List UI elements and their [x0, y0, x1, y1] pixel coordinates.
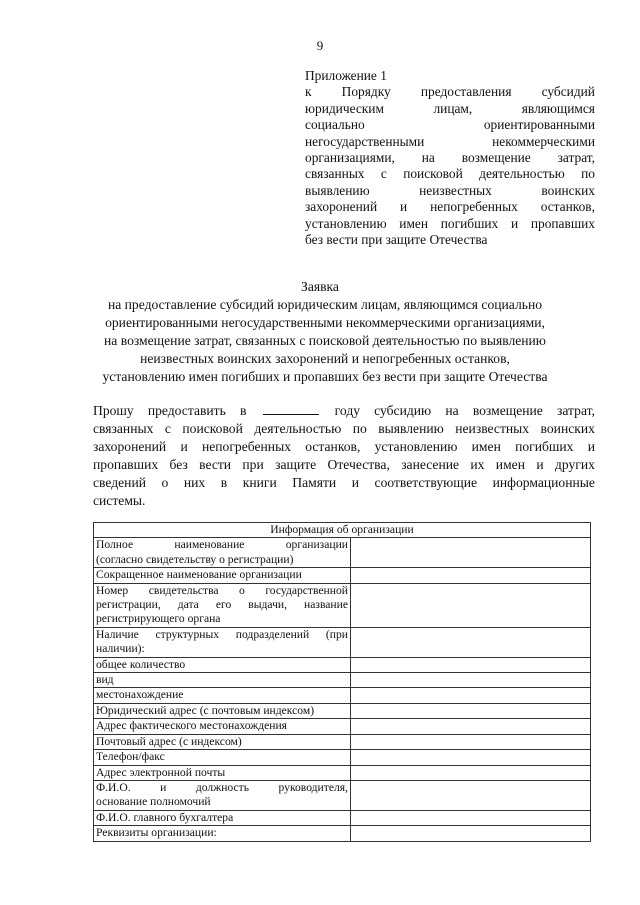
field-value-cell[interactable] — [351, 780, 591, 810]
field-label-line — [96, 781, 348, 795]
request-line — [93, 456, 595, 474]
word: лицам, — [433, 100, 473, 116]
appendix-line — [305, 117, 595, 133]
field-label-line — [96, 538, 348, 552]
table-row — [94, 688, 591, 703]
field-label-cell — [94, 719, 351, 734]
word: без вести при защите Отечества — [305, 232, 488, 248]
document-title: Заявка — [301, 279, 339, 294]
word: руководителя, — [278, 780, 348, 794]
word: имен — [495, 457, 525, 472]
field-label-line — [96, 673, 348, 687]
table-row — [94, 826, 591, 841]
field-value-cell[interactable] — [351, 765, 591, 780]
word: воинских — [540, 421, 595, 436]
table-row — [94, 703, 591, 718]
request-paragraph — [93, 402, 595, 510]
field-value-cell[interactable] — [351, 688, 591, 703]
subtitle-line: установлению имен погибших и пропавших без вести при защите Отечества — [102, 369, 548, 384]
word: вести — [199, 457, 232, 472]
word: Отечества, — [327, 457, 390, 472]
word: Порядку — [341, 84, 391, 100]
table-row — [94, 673, 591, 688]
word: и — [351, 475, 359, 490]
word: свидетельства — [148, 583, 219, 597]
word: с — [380, 166, 387, 182]
word: Реквизиты организации: — [96, 826, 217, 840]
field-value-cell[interactable] — [351, 673, 591, 688]
word: погибших — [515, 439, 574, 454]
word: организации — [285, 538, 348, 552]
table-row — [94, 627, 591, 657]
field-label-line — [96, 826, 348, 840]
word: предоставить — [147, 403, 226, 418]
word: Сокращенное наименование организации — [96, 568, 302, 582]
word: ориентированными — [483, 117, 595, 133]
word: при — [242, 457, 264, 472]
word: в — [220, 475, 228, 490]
word: Почтовый адрес (с индексом) — [96, 734, 242, 748]
word: Ф.И.О. — [96, 780, 131, 794]
field-value-cell[interactable] — [351, 568, 591, 583]
word: вид — [96, 673, 114, 687]
appendix-heading: Приложение 1 — [305, 68, 387, 83]
word: останков, — [305, 439, 361, 454]
word: Памяти — [292, 475, 337, 490]
word: Ф.И.О. главного бухгалтера — [96, 810, 234, 824]
field-label-cell — [94, 688, 351, 703]
word: (при — [325, 627, 348, 641]
word: субсидий — [541, 84, 595, 100]
word: в — [239, 403, 247, 418]
word: установлению — [305, 215, 387, 231]
word: юридическим — [305, 100, 384, 116]
field-value-cell[interactable] — [351, 750, 591, 765]
word: Телефон/факс — [96, 750, 165, 764]
word: занесение — [401, 457, 460, 472]
field-label-cell — [94, 734, 351, 749]
field-label-cell — [94, 568, 351, 583]
word: связанных — [305, 166, 365, 182]
appendix-line — [305, 232, 595, 248]
field-label-cell — [94, 780, 351, 810]
table-header: Информация об организации — [94, 523, 591, 538]
field-label-cell — [94, 826, 351, 841]
word: них — [183, 475, 206, 490]
word: и — [510, 215, 519, 231]
word: и — [400, 199, 408, 215]
field-label-line — [96, 553, 348, 567]
request-line — [93, 474, 595, 492]
word: о — [161, 475, 169, 490]
field-label-line — [96, 750, 348, 764]
field-value-cell[interactable] — [351, 583, 591, 627]
word: поисковой — [182, 421, 243, 436]
table-row — [94, 568, 591, 583]
request-line — [93, 420, 595, 438]
field-label-line — [96, 704, 348, 718]
appendix-line — [305, 183, 595, 199]
word: название — [304, 598, 348, 612]
word: социально — [305, 117, 365, 133]
word: Адрес электронной почты — [96, 765, 226, 779]
word: являющимся — [521, 100, 595, 116]
word: на — [445, 403, 459, 418]
word: возмещение — [472, 403, 543, 418]
word: установлению — [374, 439, 458, 454]
word: их — [470, 457, 485, 472]
field-value-cell[interactable] — [351, 810, 591, 825]
word: (согласно свидетельству о регистрации) — [96, 552, 294, 566]
word: на — [421, 150, 435, 166]
field-label-line — [96, 811, 348, 825]
word: соответствующие — [374, 475, 478, 490]
field-label-line — [96, 628, 348, 642]
page-number: 9 — [316, 38, 324, 53]
word: по — [581, 166, 595, 182]
word: возмещение — [461, 150, 531, 166]
year-blank-field — [263, 402, 319, 415]
word: непогребенных — [430, 199, 518, 215]
field-label-line — [96, 658, 348, 672]
word: защите — [275, 457, 317, 472]
word: непогребенных — [201, 439, 292, 454]
word: и — [536, 457, 544, 472]
word: останков, — [540, 199, 595, 215]
word: наличии): — [96, 642, 145, 656]
word: предоставления — [420, 84, 512, 100]
field-label-line — [96, 688, 348, 702]
field-label-line — [96, 568, 348, 582]
word: организациями, — [305, 150, 395, 166]
word: Юридический адрес (с почтовым индексом) — [96, 703, 315, 717]
table-row — [94, 810, 591, 825]
word: должность — [195, 780, 249, 794]
field-value-cell[interactable] — [351, 627, 591, 657]
word: связанных — [93, 421, 154, 436]
word: общее количество — [96, 657, 186, 671]
word: имен — [399, 215, 429, 231]
field-label-line — [96, 795, 348, 809]
word: и — [160, 780, 167, 794]
request-lines — [93, 420, 595, 492]
field-label-line — [96, 584, 348, 598]
field-label-cell — [94, 538, 351, 568]
word: негосударственными — [305, 133, 425, 149]
request-last-line: системы. — [93, 493, 146, 508]
word: структурных — [155, 627, 220, 641]
appendix-line — [305, 150, 595, 166]
word: информационные — [492, 475, 595, 490]
field-value-cell[interactable] — [351, 657, 591, 672]
word: затрат, — [556, 403, 595, 418]
organization-info-table — [93, 522, 591, 842]
word: выявлению — [378, 421, 444, 436]
table-row — [94, 538, 591, 568]
word: выявлению — [305, 182, 370, 198]
field-label-cell — [94, 750, 351, 765]
word: регистрации, — [96, 598, 161, 612]
subtitle-line: неизвестных воинских захоронений и непогребенных останков, — [140, 351, 510, 366]
field-label-line — [96, 719, 348, 733]
document-subtitle — [60, 296, 590, 386]
word: сведений — [93, 475, 147, 490]
word: с — [164, 421, 171, 436]
word: государственной — [265, 583, 348, 597]
word: Номер — [96, 583, 129, 597]
word: основание полномочий — [96, 795, 211, 809]
word: Полное — [96, 538, 134, 552]
request-line — [93, 438, 595, 456]
field-label-cell — [94, 583, 351, 627]
field-label-line — [96, 612, 348, 626]
field-label-cell — [94, 627, 351, 657]
appendix-line — [305, 84, 595, 100]
word: захоронений — [93, 439, 167, 454]
field-value-cell[interactable] — [351, 826, 591, 841]
word: неизвестных — [419, 182, 492, 198]
word: Прошу — [93, 403, 134, 418]
request-first-line — [93, 402, 595, 420]
word: и — [180, 439, 188, 454]
field-value-cell[interactable] — [351, 734, 591, 749]
word: воинских — [541, 182, 595, 198]
field-value-cell[interactable] — [351, 703, 591, 718]
word: поисковой — [403, 166, 463, 182]
word: неизвестных — [455, 421, 530, 436]
word: захоронений — [305, 199, 378, 215]
field-label-cell — [94, 810, 351, 825]
field-label-cell — [94, 673, 351, 688]
field-label-line — [96, 598, 348, 612]
field-label-line — [96, 735, 348, 749]
appendix-line — [305, 134, 595, 150]
word: деятельностью — [479, 166, 565, 182]
word: выдачи, — [248, 598, 288, 612]
field-label-cell — [94, 765, 351, 780]
word: субсидию — [374, 403, 432, 418]
appendix-line — [305, 199, 595, 215]
subtitle-line: на предоставление субсидий юридическим лицам, являющимся социально — [107, 297, 543, 312]
field-label-cell — [94, 703, 351, 718]
field-label-line — [96, 766, 348, 780]
word: и — [587, 439, 595, 454]
word: других — [554, 457, 595, 472]
appendix-text — [305, 84, 595, 248]
appendix-line — [305, 166, 595, 182]
word: затрат, — [557, 150, 595, 166]
word: пропавших — [530, 215, 595, 231]
word: подразделений — [235, 627, 310, 641]
word: дата — [177, 598, 199, 612]
subtitle-line: ориентированными негосударственными некоммерческими организациями, — [105, 315, 545, 330]
word: некоммерческими — [492, 133, 595, 149]
word: имен — [471, 439, 501, 454]
word: регистрирующего органа — [96, 612, 221, 626]
word: пропавших — [93, 457, 159, 472]
table-row — [94, 719, 591, 734]
word: к — [305, 84, 312, 100]
table-header-row — [94, 523, 591, 538]
table-row — [94, 583, 591, 627]
appendix-line — [305, 216, 595, 232]
word: деятельностью — [254, 421, 342, 436]
field-value-cell[interactable] — [351, 719, 591, 734]
word: без — [169, 457, 188, 472]
word: году — [334, 403, 361, 418]
word: Адрес фактического местонахождения — [96, 719, 288, 733]
appendix-line — [305, 101, 595, 117]
word: погибших — [440, 215, 499, 231]
table-row — [94, 750, 591, 765]
word: местонахождение — [96, 688, 184, 702]
field-value-cell[interactable] — [351, 538, 591, 568]
word: Наличие — [96, 627, 139, 641]
field-label-line — [96, 642, 348, 656]
word: наименование — [174, 538, 245, 552]
word: его — [215, 598, 232, 612]
table-row — [94, 780, 591, 810]
table-row — [94, 657, 591, 672]
word: о — [239, 583, 245, 597]
word: книги — [242, 475, 277, 490]
field-label-cell — [94, 657, 351, 672]
appendix-block — [305, 68, 595, 248]
word: по — [352, 421, 367, 436]
table-row — [94, 734, 591, 749]
table-row — [94, 765, 591, 780]
subtitle-line: на возмещение затрат, связанных с поисковой деятельностью по выявлению — [104, 333, 546, 348]
